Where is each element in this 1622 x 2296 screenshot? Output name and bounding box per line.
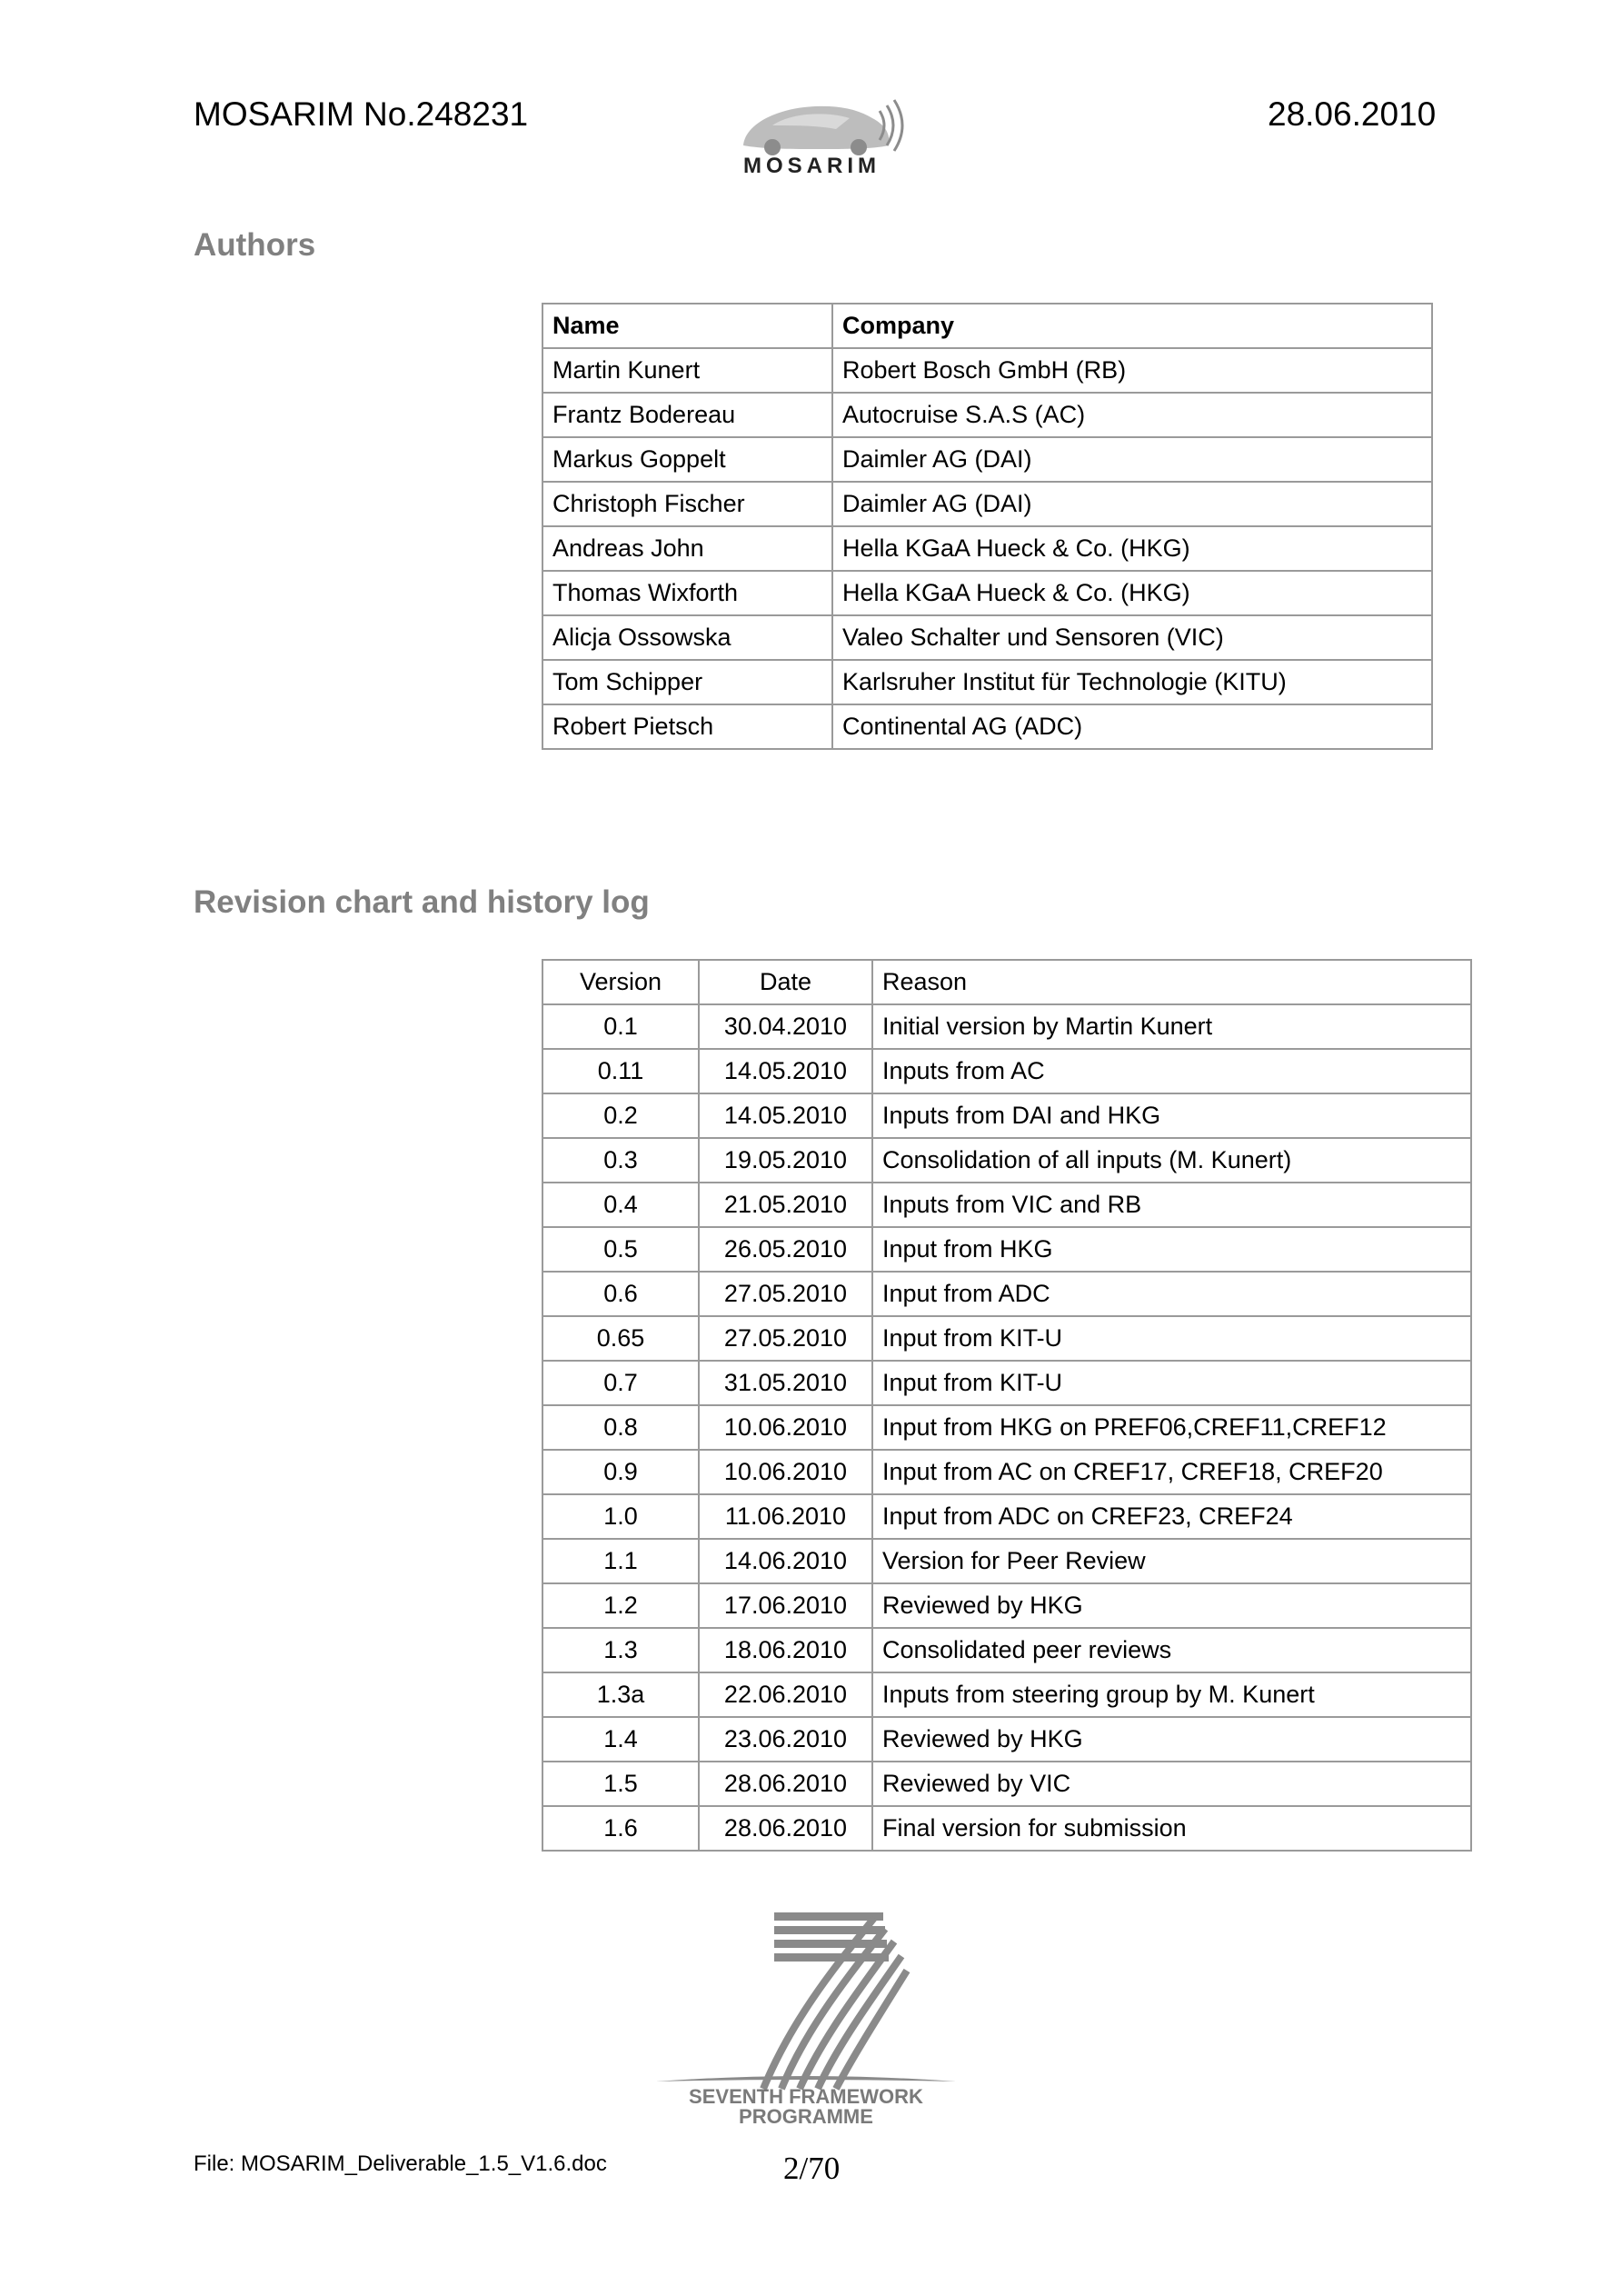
author-company-cell: Robert Bosch GmbH (RB) — [832, 348, 1432, 393]
revision-date-cell: 11.06.2010 — [699, 1494, 872, 1539]
revision-version-cell: 0.1 — [542, 1004, 699, 1049]
revision-version-cell: 1.3a — [542, 1672, 699, 1717]
author-name-cell: Frantz Bodereau — [542, 393, 832, 437]
column-header-name: Name — [542, 304, 832, 348]
header-date: 28.06.2010 — [1268, 95, 1437, 133]
revision-reason-cell: Initial version by Martin Kunert — [872, 1004, 1471, 1049]
footer-page-number: 2/70 — [783, 2151, 841, 2186]
revision-row — [542, 1539, 1471, 1583]
author-name-cell: Thomas Wixforth — [542, 571, 832, 615]
revision-version-cell: 0.3 — [542, 1138, 699, 1183]
revision-reason-cell: Inputs from steering group by M. Kunert — [872, 1672, 1471, 1717]
author-row — [542, 704, 1432, 749]
author-company-cell: Hella KGaA Hueck & Co. (HKG) — [832, 526, 1432, 571]
revision-reason-cell: Reviewed by HKG — [872, 1717, 1471, 1762]
revision-version-cell: 0.6 — [542, 1272, 699, 1316]
revision-version-cell: 0.11 — [542, 1049, 699, 1093]
revision-reason-cell: Input from KIT-U — [872, 1361, 1471, 1405]
author-row — [542, 437, 1432, 482]
column-header-company: Company — [832, 304, 1432, 348]
revision-version-cell: 1.3 — [542, 1628, 699, 1672]
revision-date-cell: 23.06.2010 — [699, 1717, 872, 1762]
revision-header-row — [542, 960, 1471, 1004]
revision-row — [542, 1806, 1471, 1851]
mosarim-logo-text: MOSARIM — [743, 154, 881, 178]
revision-reason-cell: Input from ADC on CREF23, CREF24 — [872, 1494, 1471, 1539]
revision-version-cell: 0.8 — [542, 1405, 699, 1450]
author-company-cell: Continental AG (ADC) — [832, 704, 1432, 749]
column-header-reason: Reason — [872, 960, 1471, 1004]
revision-reason-cell: Final version for submission — [872, 1806, 1471, 1851]
revision-table — [542, 959, 1472, 1852]
revision-date-cell: 27.05.2010 — [699, 1272, 872, 1316]
author-name-cell: Robert Pietsch — [542, 704, 832, 749]
revision-date-cell: 28.06.2010 — [699, 1806, 872, 1851]
author-row — [542, 615, 1432, 660]
revision-version-cell: 0.65 — [542, 1316, 699, 1361]
revision-reason-cell: Consolidation of all inputs (M. Kunert) — [872, 1138, 1471, 1183]
mosarim-logo — [736, 98, 909, 180]
revision-reason-cell: Input from KIT-U — [872, 1316, 1471, 1361]
revision-reason-cell: Reviewed by VIC — [872, 1762, 1471, 1806]
revision-date-cell: 10.06.2010 — [699, 1405, 872, 1450]
revision-heading: Revision chart and history log — [194, 884, 650, 920]
revision-reason-cell: Inputs from DAI and HKG — [872, 1093, 1471, 1138]
revision-version-cell: 1.5 — [542, 1762, 699, 1806]
revision-version-cell: 0.9 — [542, 1450, 699, 1494]
column-header-date: Date — [699, 960, 872, 1004]
revision-reason-cell: Version for Peer Review — [872, 1539, 1471, 1583]
revision-row — [542, 1628, 1471, 1672]
revision-reason-cell: Input from ADC — [872, 1272, 1471, 1316]
revision-version-cell: 1.6 — [542, 1806, 699, 1851]
revision-date-cell: 18.06.2010 — [699, 1628, 872, 1672]
author-name-cell: Tom Schipper — [542, 660, 832, 704]
revision-row — [542, 1227, 1471, 1272]
revision-date-cell: 22.06.2010 — [699, 1672, 872, 1717]
revision-row — [542, 1583, 1471, 1628]
revision-date-cell: 17.06.2010 — [699, 1583, 872, 1628]
revision-row — [542, 1672, 1471, 1717]
revision-version-cell: 0.7 — [542, 1361, 699, 1405]
revision-reason-cell: Inputs from AC — [872, 1049, 1471, 1093]
revision-reason-cell: Reviewed by HKG — [872, 1583, 1471, 1628]
revision-row — [542, 1093, 1471, 1138]
column-header-version: Version — [542, 960, 699, 1004]
author-row — [542, 660, 1432, 704]
author-name-cell: Alicja Ossowska — [542, 615, 832, 660]
author-company-cell: Daimler AG (DAI) — [832, 437, 1432, 482]
header-project-id: MOSARIM No.248231 — [194, 95, 529, 133]
fp7-logo-line1: SEVENTH FRAMEWORK — [689, 2085, 923, 2108]
author-company-cell: Hella KGaA Hueck & Co. (HKG) — [832, 571, 1432, 615]
revision-version-cell: 1.4 — [542, 1717, 699, 1762]
author-company-cell: Karlsruher Institut für Technologie (KITU) — [832, 660, 1432, 704]
revision-row — [542, 1183, 1471, 1227]
author-row — [542, 571, 1432, 615]
revision-row — [542, 1450, 1471, 1494]
revision-reason-cell: Inputs from VIC and RB — [872, 1183, 1471, 1227]
revision-row — [542, 1316, 1471, 1361]
revision-version-cell: 0.2 — [542, 1093, 699, 1138]
revision-reason-cell: Input from HKG on PREF06,CREF11,CREF12 — [872, 1405, 1471, 1450]
author-row — [542, 348, 1432, 393]
authors-header-row — [542, 304, 1432, 348]
revision-row — [542, 1361, 1471, 1405]
revision-date-cell: 31.05.2010 — [699, 1361, 872, 1405]
author-name-cell: Christoph Fischer — [542, 482, 832, 526]
revision-reason-cell: Input from AC on CREF17, CREF18, CREF20 — [872, 1450, 1471, 1494]
fp7-logo-line2: PROGRAMME — [739, 2105, 873, 2127]
revision-date-cell: 26.05.2010 — [699, 1227, 872, 1272]
author-company-cell: Valeo Schalter und Sensoren (VIC) — [832, 615, 1432, 660]
author-row — [542, 393, 1432, 437]
author-company-cell: Daimler AG (DAI) — [832, 482, 1432, 526]
revision-version-cell: 0.5 — [542, 1227, 699, 1272]
revision-row — [542, 1405, 1471, 1450]
revision-row — [542, 1049, 1471, 1093]
revision-row — [542, 1004, 1471, 1049]
revision-row — [542, 1138, 1471, 1183]
revision-reason-cell: Input from HKG — [872, 1227, 1471, 1272]
authors-heading: Authors — [194, 227, 316, 263]
revision-date-cell: 21.05.2010 — [699, 1183, 872, 1227]
author-row — [542, 482, 1432, 526]
revision-date-cell: 19.05.2010 — [699, 1138, 872, 1183]
author-name-cell: Andreas John — [542, 526, 832, 571]
revision-date-cell: 30.04.2010 — [699, 1004, 872, 1049]
author-name-cell: Markus Goppelt — [542, 437, 832, 482]
revision-date-cell: 14.06.2010 — [699, 1539, 872, 1583]
authors-table — [542, 303, 1433, 750]
revision-row — [542, 1494, 1471, 1539]
revision-row — [542, 1272, 1471, 1316]
author-name-cell: Martin Kunert — [542, 348, 832, 393]
revision-version-cell: 0.4 — [542, 1183, 699, 1227]
footer-filename: File: MOSARIM_Deliverable_1.5_V1.6.doc — [194, 2151, 607, 2176]
revision-date-cell: 14.05.2010 — [699, 1049, 872, 1093]
revision-row — [542, 1762, 1471, 1806]
author-row — [542, 526, 1432, 571]
revision-date-cell: 28.06.2010 — [699, 1762, 872, 1806]
revision-version-cell: 1.2 — [542, 1583, 699, 1628]
revision-date-cell: 14.05.2010 — [699, 1093, 872, 1138]
revision-version-cell: 1.1 — [542, 1539, 699, 1583]
revision-reason-cell: Consolidated peer reviews — [872, 1628, 1471, 1672]
revision-row — [542, 1717, 1471, 1762]
fp7-logo — [656, 1909, 956, 2127]
revision-version-cell: 1.0 — [542, 1494, 699, 1539]
author-company-cell: Autocruise S.A.S (AC) — [832, 393, 1432, 437]
revision-date-cell: 10.06.2010 — [699, 1450, 872, 1494]
revision-date-cell: 27.05.2010 — [699, 1316, 872, 1361]
